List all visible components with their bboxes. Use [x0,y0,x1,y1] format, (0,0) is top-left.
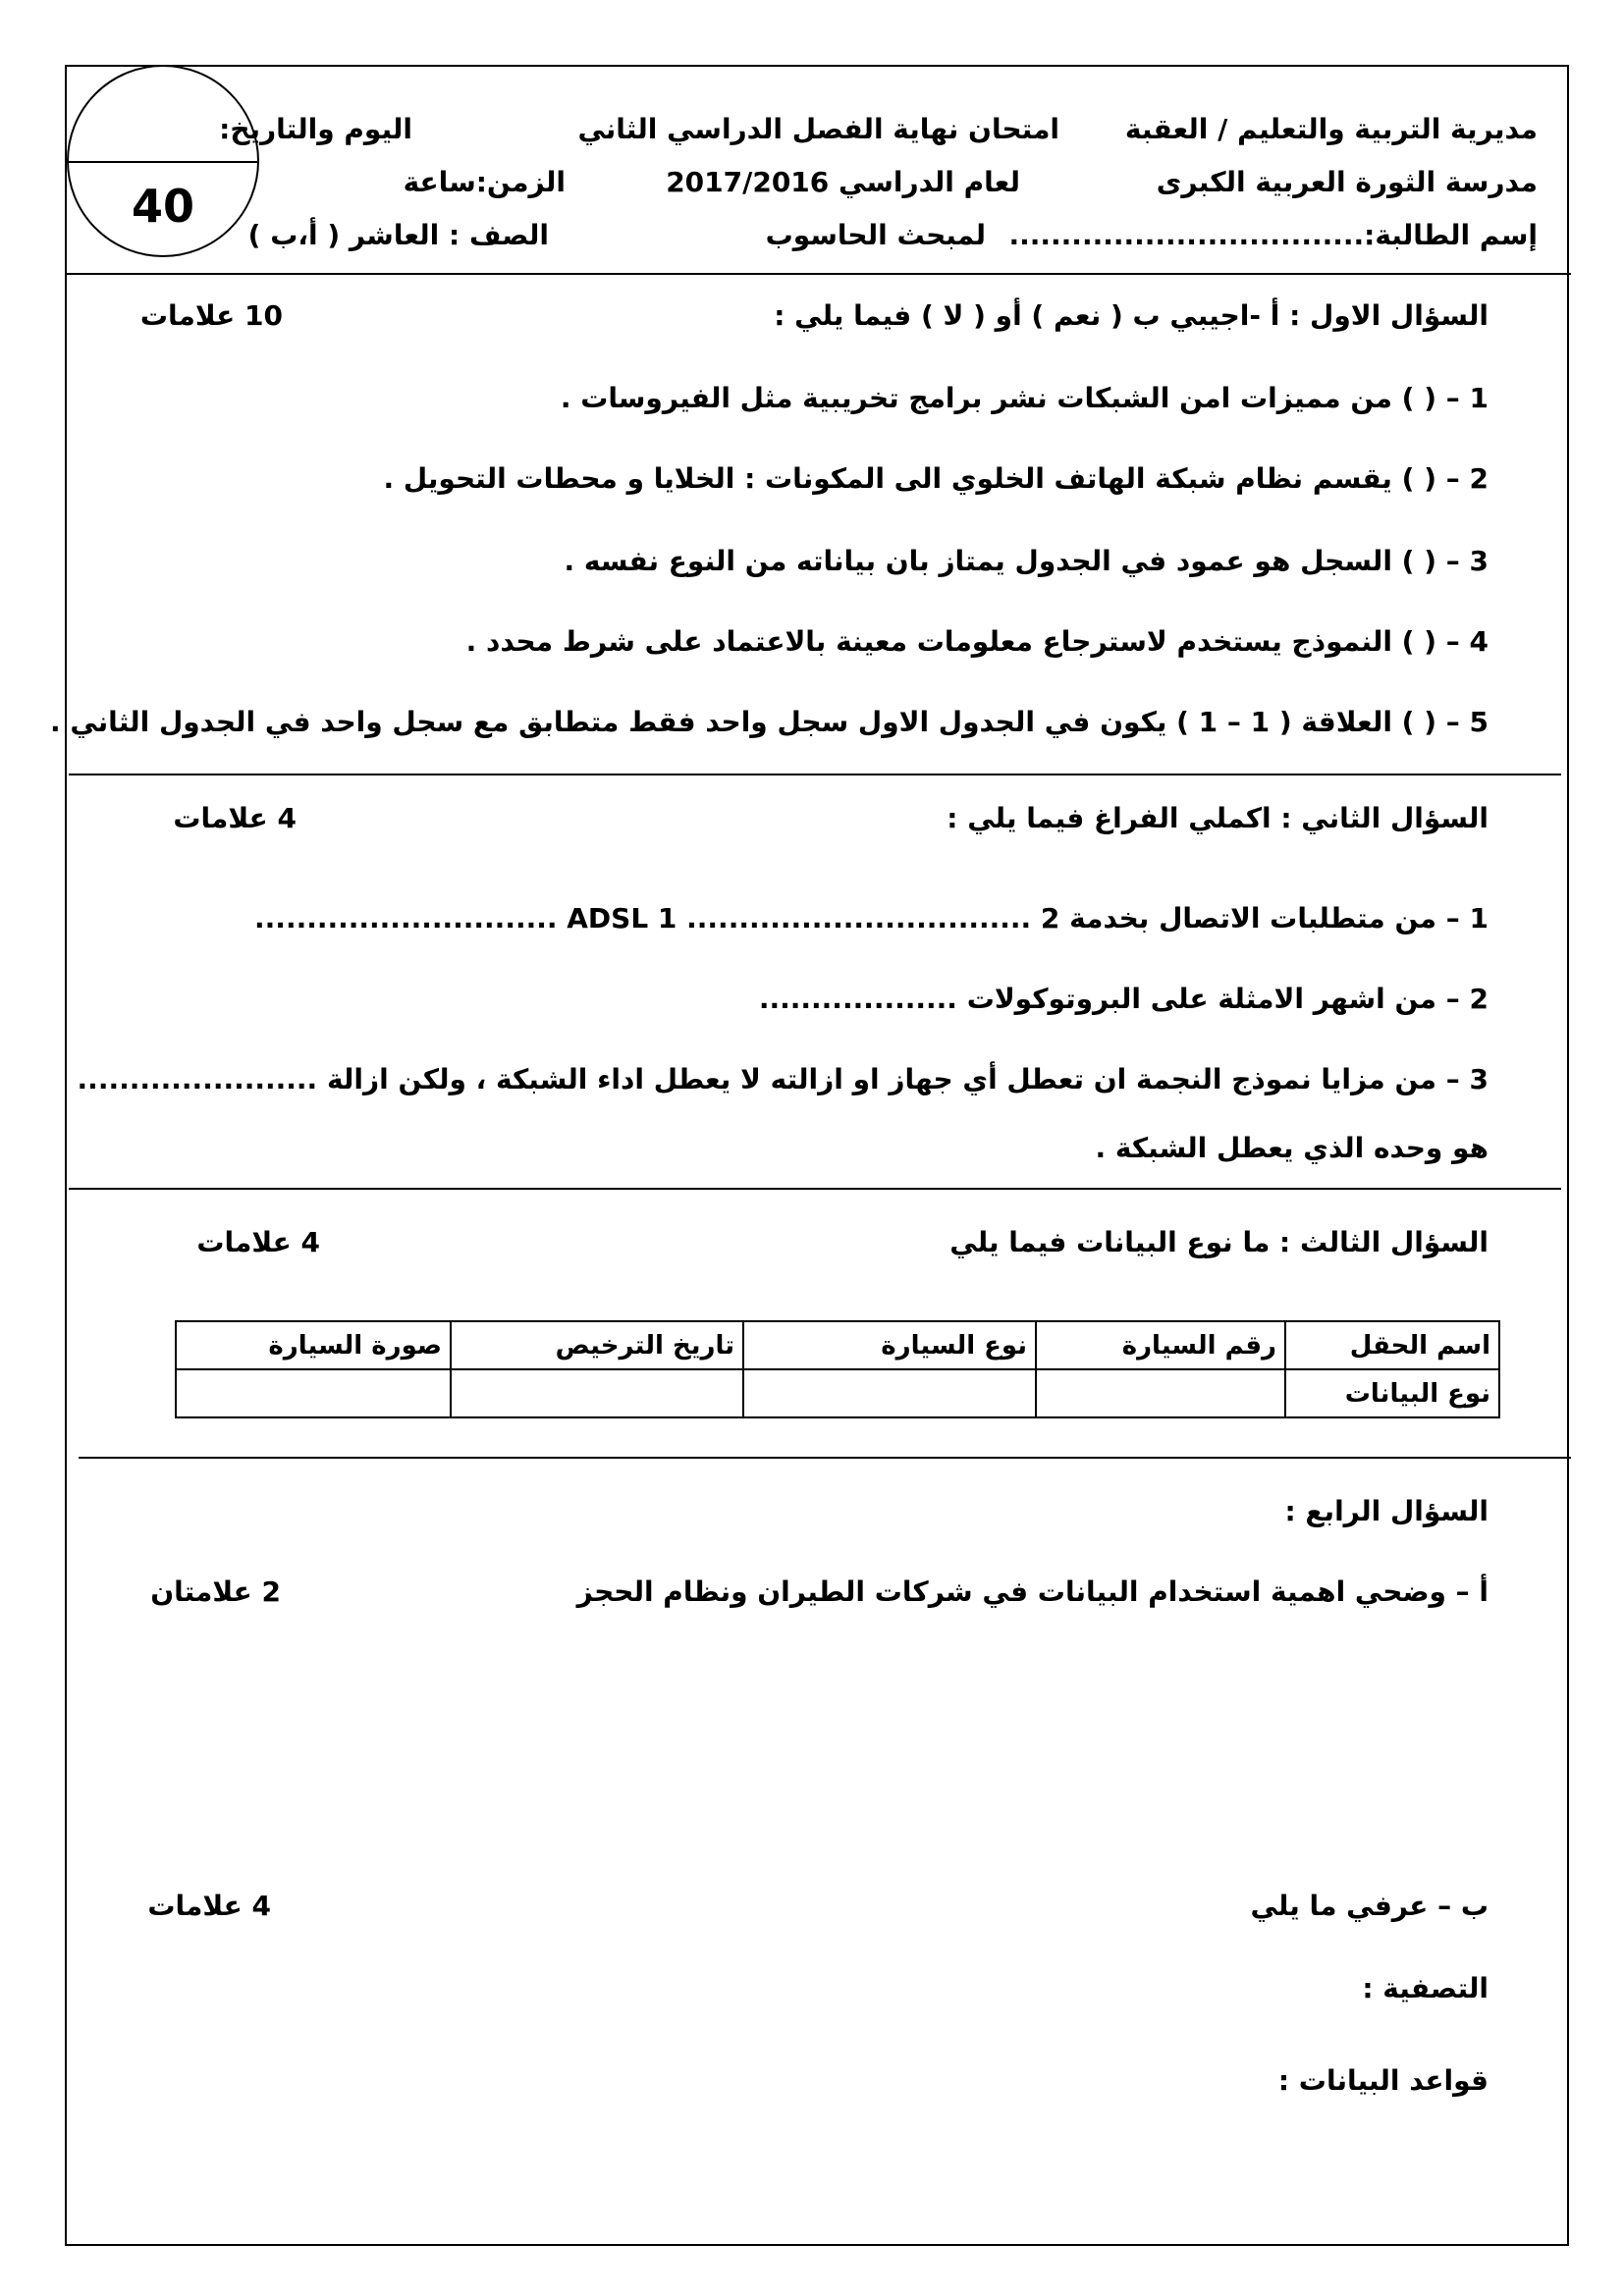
q4-title: السؤال الرابع : [1284,1495,1489,1527]
q4-part-a: أ – وضحي اهمية استخدام البيانات في شركات الطيران ونظام الحجز [576,1575,1489,1608]
q4-part-a-marks: 2 علامتان [150,1575,281,1608]
q4-part-b-marks: 4 علامات [147,1890,271,1922]
q2-title: السؤال الثاني : اكملي الفراغ فيما يلي : [947,802,1489,834]
total-score: 40 [131,180,194,233]
q1-item-2: 2 – ( ) يقسم نظام شبكة الهاتف الخلوي الى المكونات : الخلايا و محطات التحويل . [383,462,1489,495]
q2-divider [69,1188,1561,1190]
table-cell: نوع السيارة [743,1321,1036,1369]
answer-cell[interactable] [743,1369,1036,1417]
q4-part-b: ب – عرفي ما يلي [1250,1890,1489,1922]
q1-divider [69,774,1561,775]
table-cell: اسم الحقل [1285,1321,1499,1369]
q2-marks: 4 علامات [173,802,297,834]
q3-divider [79,1457,1571,1459]
data-types-table [175,1320,1500,1418]
q1-item-3: 3 – ( ) السجل هو عمود في الجدول يمتاز بان بياناته من النوع نفسه . [564,545,1489,577]
table-cell: تاريخ الترخيص [451,1321,743,1369]
q1-marks: 10 علامات [139,299,283,332]
q2-item-1: 1 – من متطلبات الاتصال بخدمة ADSL 1 ................................. 2 ............................. [254,902,1489,934]
subject-name: لمبحث الحاسوب [765,219,986,251]
q3-title: السؤال الثالث : ما نوع البيانات فيما يلي [949,1226,1489,1258]
day-date-label: اليوم والتاريخ: [219,113,412,145]
header-divider [67,273,1571,275]
directorate-name: مديرية التربية والتعليم / العقبة [1124,113,1538,145]
q1-item-4: 4 – ( ) النموذج يستخدم لاسترجاع معلومات معينة بالاعتماد على شرط محدد . [465,625,1489,658]
academic-year: لعام الدراسي 2017/2016 [666,166,1020,198]
score-divider [69,161,257,163]
q4-term-filtering: التصفية : [1362,1972,1489,2004]
q2-item-2: 2 – من اشهر الامثلة على البروتوكولات ................... [758,983,1489,1015]
table-cell: نوع البيانات [1285,1369,1499,1417]
q1-item-5: 5 – ( ) العلاقة ( 1 – 1 ) يكون في الجدول الاول سجل واحد فقط متطابق مع سجل واحد في الجدول الثاني . [49,706,1489,738]
school-name: مدرسة الثورة العربية الكبرى [1156,166,1538,198]
time-label: الزمن:ساعة [403,166,566,198]
q1-item-1: 1 – ( ) من مميزات امن الشبكات نشر برامج تخريبية مثل الفيروسات . [560,382,1489,414]
q1-title: السؤال الاول : أ -اجيبي ب ( نعم ) أو ( لا ) فيما يلي : [774,299,1489,332]
score-circle [67,65,259,257]
grade-label: الصف : العاشر ( أ،ب ) [247,219,549,251]
q4-term-databases: قواعد البيانات : [1277,2064,1489,2097]
exam-title: امتحان نهاية الفصل الدراسي الثاني [577,113,1059,145]
q2-item-3: 3 – من مزايا نموذج النجمة ان تعطل أي جهاز او ازالته لا يعطل اداء الشبكة ، ولكن ازالة ....................... [77,1063,1489,1095]
student-name-field[interactable]: إسم الطالبة:.................................. [1008,219,1538,251]
table-row [176,1321,1499,1369]
table-cell: صورة السيارة [176,1321,451,1369]
answer-cell[interactable] [1036,1369,1285,1417]
q3-marks: 4 علامات [196,1226,320,1258]
table-row [176,1369,1499,1417]
answer-cell[interactable] [451,1369,743,1417]
q2-item-3-cont: هو وحده الذي يعطل الشبكة . [1095,1132,1489,1164]
answer-cell[interactable] [176,1369,451,1417]
table-cell: رقم السيارة [1036,1321,1285,1369]
